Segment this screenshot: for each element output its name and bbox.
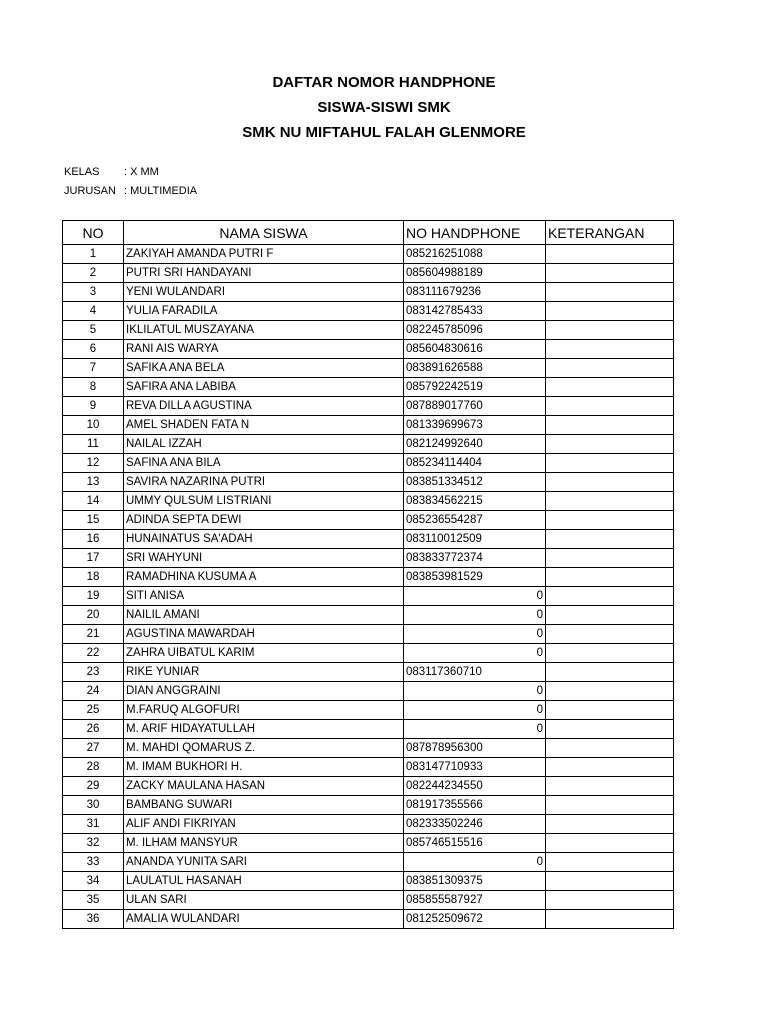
- table-header-row: [63, 221, 674, 245]
- cell-keterangan: [546, 625, 674, 644]
- cell-nama-siswa: ADINDA SEPTA DEWI: [124, 511, 404, 530]
- cell-keterangan: [546, 758, 674, 777]
- cell-keterangan: [546, 644, 674, 663]
- kelas-value: : X MM: [124, 166, 159, 178]
- table-row: [63, 264, 674, 283]
- cell-no-handphone: 0: [404, 682, 546, 701]
- table-row: [63, 435, 674, 454]
- table-row: [63, 359, 674, 378]
- cell-no: 23: [63, 663, 124, 682]
- cell-keterangan: [546, 511, 674, 530]
- cell-no-handphone: 083833772374: [404, 549, 546, 568]
- table-row: [63, 891, 674, 910]
- cell-nama-siswa: PUTRI SRI HANDAYANI: [124, 264, 404, 283]
- cell-no-handphone: 085604988189: [404, 264, 546, 283]
- cell-no-handphone: 085604830616: [404, 340, 546, 359]
- cell-nama-siswa: ZAKIYAH AMANDA PUTRI F: [124, 245, 404, 264]
- cell-keterangan: [546, 435, 674, 454]
- table-row: [63, 739, 674, 758]
- cell-keterangan: [546, 853, 674, 872]
- table-row: [63, 701, 674, 720]
- table-row: [63, 606, 674, 625]
- table-row: [63, 492, 674, 511]
- table-row: [63, 815, 674, 834]
- cell-nama-siswa: AMALIA WULANDARI: [124, 910, 404, 929]
- cell-no: 10: [63, 416, 124, 435]
- cell-nama-siswa: YULIA FARADILA: [124, 302, 404, 321]
- cell-keterangan: [546, 416, 674, 435]
- cell-keterangan: [546, 359, 674, 378]
- cell-no-handphone: 083851309375: [404, 872, 546, 891]
- table-row: [63, 777, 674, 796]
- cell-no-handphone: 082124992640: [404, 435, 546, 454]
- class-info: [64, 163, 197, 201]
- cell-nama-siswa: ULAN SARI: [124, 891, 404, 910]
- cell-no-handphone: 083111679236: [404, 283, 546, 302]
- cell-nama-siswa: SAFIRA ANA LABIBA: [124, 378, 404, 397]
- table-row: [63, 245, 674, 264]
- cell-no: 6: [63, 340, 124, 359]
- cell-nama-siswa: YENI WULANDARI: [124, 283, 404, 302]
- cell-no: 22: [63, 644, 124, 663]
- cell-keterangan: [546, 245, 674, 264]
- table-row: [63, 644, 674, 663]
- cell-keterangan: [546, 815, 674, 834]
- jurusan-row: [64, 182, 197, 201]
- cell-no-handphone: 081917355566: [404, 796, 546, 815]
- cell-no-handphone: 083891626588: [404, 359, 546, 378]
- table-row: [63, 283, 674, 302]
- table-row: [63, 511, 674, 530]
- cell-nama-siswa: SAVIRA NAZARINA PUTRI: [124, 473, 404, 492]
- table-row: [63, 853, 674, 872]
- cell-keterangan: [546, 473, 674, 492]
- cell-nama-siswa: REVA DILLA AGUSTINA: [124, 397, 404, 416]
- cell-no-handphone: 083853981529: [404, 568, 546, 587]
- table-row: [63, 473, 674, 492]
- cell-nama-siswa: RIKE YUNIAR: [124, 663, 404, 682]
- kelas-label: KELAS: [64, 166, 100, 178]
- cell-keterangan: [546, 606, 674, 625]
- cell-no: 14: [63, 492, 124, 511]
- cell-keterangan: [546, 321, 674, 340]
- jurusan-value: : MULTIMEDIA: [124, 185, 198, 197]
- cell-keterangan: [546, 739, 674, 758]
- cell-no-handphone: 0: [404, 606, 546, 625]
- table-row: [63, 663, 674, 682]
- cell-no-handphone: 081252509672: [404, 910, 546, 929]
- cell-no: 26: [63, 720, 124, 739]
- cell-no: 18: [63, 568, 124, 587]
- cell-no-handphone: 0: [404, 644, 546, 663]
- cell-nama-siswa: ALIF ANDI FIKRIYAN: [124, 815, 404, 834]
- cell-no: 20: [63, 606, 124, 625]
- document-subtitle: SISWA-SISWI SMK: [317, 99, 451, 116]
- cell-no-handphone: 0: [404, 587, 546, 606]
- table-row: [63, 568, 674, 587]
- cell-keterangan: [546, 701, 674, 720]
- cell-keterangan: [546, 796, 674, 815]
- cell-no: 5: [63, 321, 124, 340]
- cell-no-handphone: 083110012509: [404, 530, 546, 549]
- cell-no: 21: [63, 625, 124, 644]
- table-row: [63, 454, 674, 473]
- table-row: [63, 872, 674, 891]
- cell-no-handphone: 085234114404: [404, 454, 546, 473]
- cell-no: 17: [63, 549, 124, 568]
- cell-no: 19: [63, 587, 124, 606]
- cell-no-handphone: 083834562215: [404, 492, 546, 511]
- cell-keterangan: [546, 454, 674, 473]
- cell-no-handphone: 083147710933: [404, 758, 546, 777]
- cell-no: 4: [63, 302, 124, 321]
- cell-keterangan: [546, 397, 674, 416]
- table-row: [63, 340, 674, 359]
- cell-no-handphone: 082244234550: [404, 777, 546, 796]
- table-row: [63, 530, 674, 549]
- cell-keterangan: [546, 378, 674, 397]
- cell-no: 33: [63, 853, 124, 872]
- cell-no: 11: [63, 435, 124, 454]
- cell-no-handphone: 085746515516: [404, 834, 546, 853]
- table-row: [63, 758, 674, 777]
- cell-nama-siswa: M.FARUQ ALGOFURI: [124, 701, 404, 720]
- cell-keterangan: [546, 777, 674, 796]
- table-row: [63, 720, 674, 739]
- column-header-keterangan: KETERANGAN: [546, 221, 674, 245]
- table-row: [63, 796, 674, 815]
- cell-nama-siswa: NAILIL AMANI: [124, 606, 404, 625]
- cell-keterangan: [546, 720, 674, 739]
- cell-keterangan: [546, 492, 674, 511]
- cell-no: 24: [63, 682, 124, 701]
- cell-no-handphone: 0: [404, 701, 546, 720]
- table-row: [63, 302, 674, 321]
- cell-no: 8: [63, 378, 124, 397]
- cell-no-handphone: 087889017760: [404, 397, 546, 416]
- cell-keterangan: [546, 587, 674, 606]
- table-row: [63, 682, 674, 701]
- cell-nama-siswa: ZAHRA UIBATUL KARIM: [124, 644, 404, 663]
- cell-no: 9: [63, 397, 124, 416]
- cell-nama-siswa: AGUSTINA MAWARDAH: [124, 625, 404, 644]
- cell-no-handphone: 085216251088: [404, 245, 546, 264]
- cell-nama-siswa: RAMADHINA KUSUMA A: [124, 568, 404, 587]
- table-row: [63, 416, 674, 435]
- cell-nama-siswa: ZACKY MAULANA HASAN: [124, 777, 404, 796]
- cell-no: 31: [63, 815, 124, 834]
- cell-no: 15: [63, 511, 124, 530]
- cell-no-handphone: 085236554287: [404, 511, 546, 530]
- cell-no: 7: [63, 359, 124, 378]
- cell-keterangan: [546, 264, 674, 283]
- table-row: [63, 587, 674, 606]
- cell-no: 28: [63, 758, 124, 777]
- cell-no: 25: [63, 701, 124, 720]
- cell-nama-siswa: AMEL SHADEN FATA N: [124, 416, 404, 435]
- cell-keterangan: [546, 302, 674, 321]
- cell-keterangan: [546, 568, 674, 587]
- cell-no-handphone: 0: [404, 853, 546, 872]
- student-table: [62, 220, 674, 929]
- cell-no: 13: [63, 473, 124, 492]
- cell-no-handphone: 083851334512: [404, 473, 546, 492]
- cell-no: 35: [63, 891, 124, 910]
- table-row: [63, 549, 674, 568]
- cell-keterangan: [546, 910, 674, 929]
- cell-nama-siswa: DIAN ANGGRAINI: [124, 682, 404, 701]
- cell-keterangan: [546, 834, 674, 853]
- document-header: [0, 72, 768, 147]
- cell-no-handphone: 085855587927: [404, 891, 546, 910]
- table-row: [63, 834, 674, 853]
- cell-no-handphone: 082245785096: [404, 321, 546, 340]
- cell-keterangan: [546, 340, 674, 359]
- cell-no-handphone: 0: [404, 720, 546, 739]
- cell-nama-siswa: M. ILHAM MANSYUR: [124, 834, 404, 853]
- cell-no-handphone: 081339699673: [404, 416, 546, 435]
- cell-no: 30: [63, 796, 124, 815]
- cell-no: 29: [63, 777, 124, 796]
- cell-nama-siswa: M. MAHDI QOMARUS Z.: [124, 739, 404, 758]
- kelas-row: [64, 163, 197, 182]
- table-row: [63, 625, 674, 644]
- cell-keterangan: [546, 872, 674, 891]
- cell-nama-siswa: SAFINA ANA BILA: [124, 454, 404, 473]
- column-header-no-handphone: NO HANDPHONE: [404, 221, 546, 245]
- table-body: [63, 245, 674, 929]
- cell-no: 12: [63, 454, 124, 473]
- cell-no: 1: [63, 245, 124, 264]
- table-row: [63, 397, 674, 416]
- cell-no: 2: [63, 264, 124, 283]
- cell-no: 16: [63, 530, 124, 549]
- column-header-no: NO: [63, 221, 124, 245]
- cell-no-handphone: 083117360710: [404, 663, 546, 682]
- cell-nama-siswa: M. IMAM BUKHORI H.: [124, 758, 404, 777]
- cell-no: 34: [63, 872, 124, 891]
- cell-no: 36: [63, 910, 124, 929]
- cell-nama-siswa: BAMBANG SUWARI: [124, 796, 404, 815]
- cell-keterangan: [546, 891, 674, 910]
- cell-no-handphone: 082333502246: [404, 815, 546, 834]
- cell-no-handphone: 0: [404, 625, 546, 644]
- cell-keterangan: [546, 549, 674, 568]
- document-title: DAFTAR NOMOR HANDPHONE: [272, 74, 496, 91]
- cell-nama-siswa: M. ARIF HIDAYATULLAH: [124, 720, 404, 739]
- cell-no-handphone: 083142785433: [404, 302, 546, 321]
- cell-nama-siswa: NAILAL IZZAH: [124, 435, 404, 454]
- cell-nama-siswa: LAULATUL HASANAH: [124, 872, 404, 891]
- cell-no: 27: [63, 739, 124, 758]
- column-header-nama-siswa: NAMA SISWA: [124, 221, 404, 245]
- cell-nama-siswa: ANANDA YUNITA SARI: [124, 853, 404, 872]
- cell-no: 3: [63, 283, 124, 302]
- table-row: [63, 378, 674, 397]
- cell-keterangan: [546, 530, 674, 549]
- cell-nama-siswa: SAFIKA ANA BELA: [124, 359, 404, 378]
- cell-no-handphone: 087878956300: [404, 739, 546, 758]
- cell-nama-siswa: UMMY QULSUM LISTRIANI: [124, 492, 404, 511]
- table-row: [63, 321, 674, 340]
- cell-nama-siswa: HUNAINATUS SA'ADAH: [124, 530, 404, 549]
- cell-keterangan: [546, 283, 674, 302]
- school-name: SMK NU MIFTAHUL FALAH GLENMORE: [242, 124, 526, 141]
- cell-nama-siswa: RANI AIS WARYA: [124, 340, 404, 359]
- cell-keterangan: [546, 663, 674, 682]
- cell-keterangan: [546, 682, 674, 701]
- cell-no: 32: [63, 834, 124, 853]
- table-row: [63, 910, 674, 929]
- cell-nama-siswa: IKLILATUL MUSZAYANA: [124, 321, 404, 340]
- cell-nama-siswa: SRI WAHYUNI: [124, 549, 404, 568]
- cell-nama-siswa: SITI ANISA: [124, 587, 404, 606]
- cell-no-handphone: 085792242519: [404, 378, 546, 397]
- jurusan-label: JURUSAN: [64, 185, 116, 197]
